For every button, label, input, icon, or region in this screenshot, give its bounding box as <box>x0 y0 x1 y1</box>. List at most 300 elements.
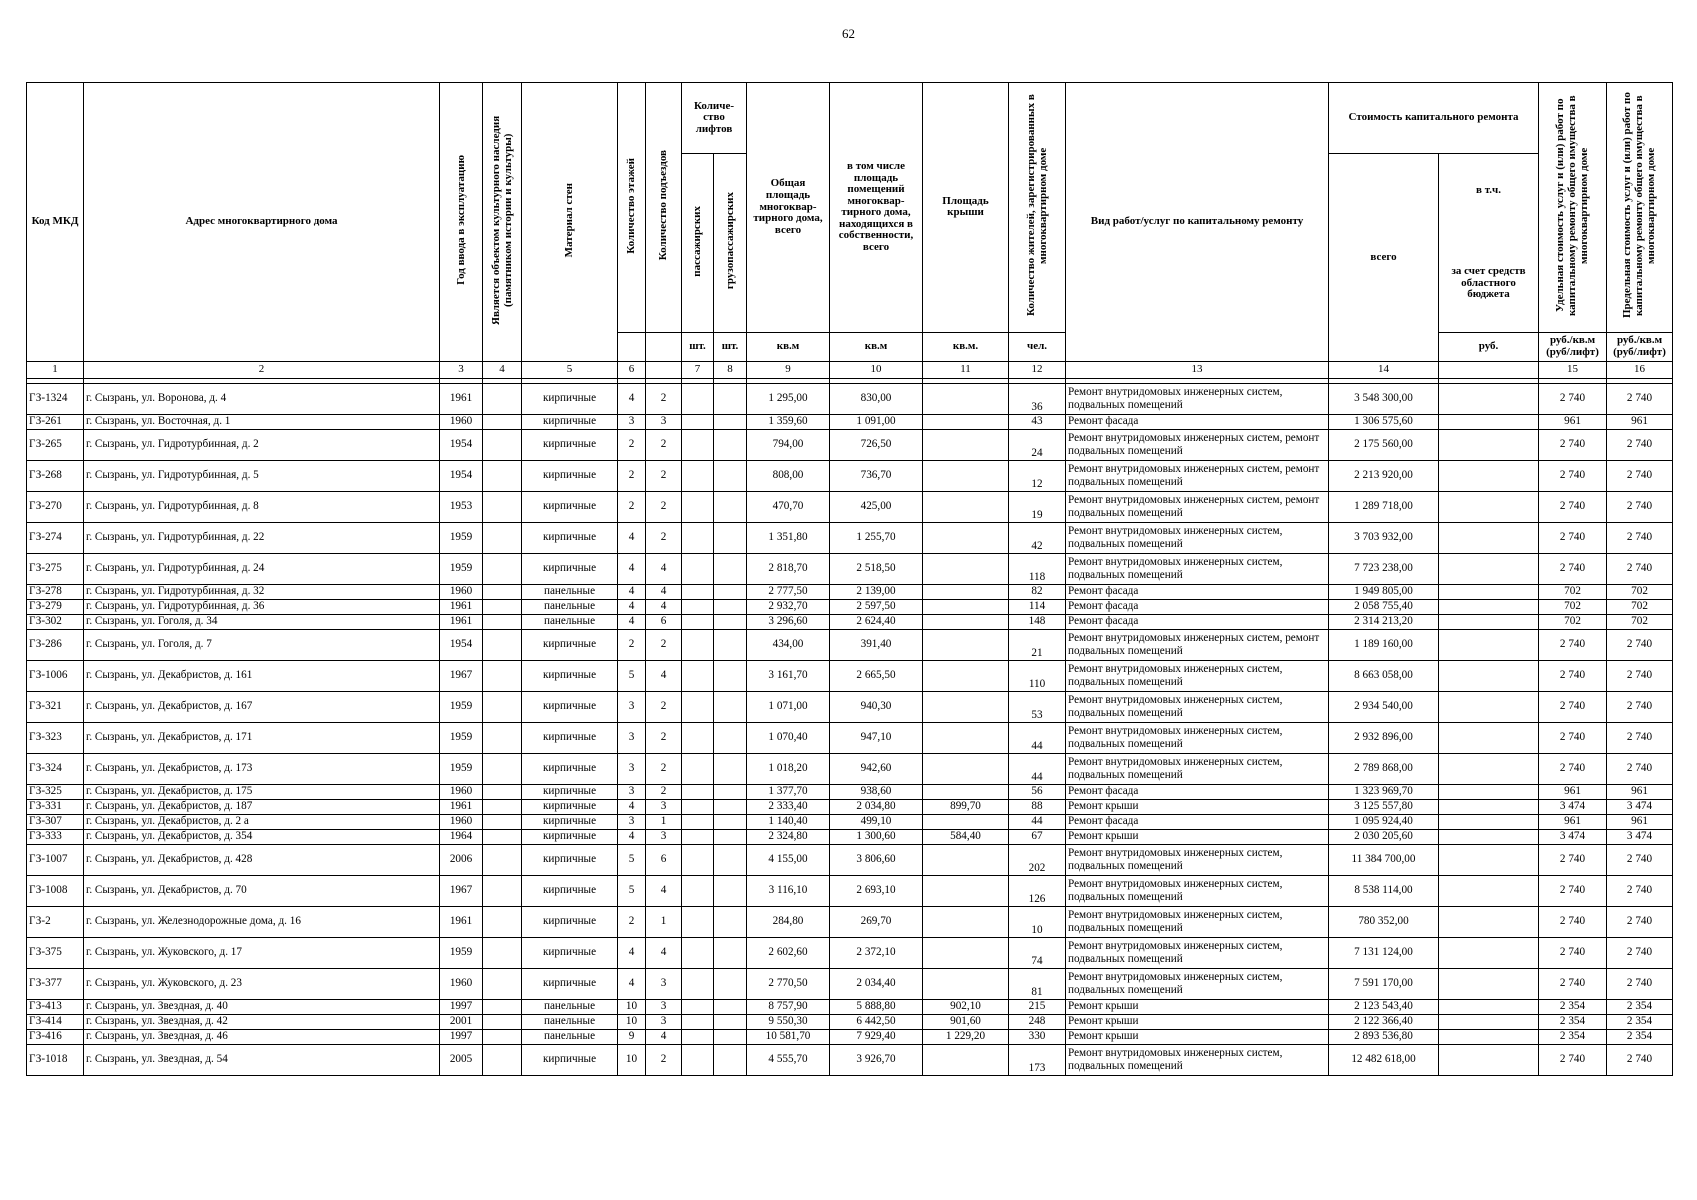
cell-address: г. Сызрань, ул. Декабристов, д. 173 <box>84 753 440 784</box>
cell-lifts-c <box>714 814 747 829</box>
cell-lifts-p <box>682 460 714 491</box>
table-row <box>27 660 1673 691</box>
cell-unit-cost: 2 740 <box>1539 691 1607 722</box>
cell-entrances: 2 <box>646 722 682 753</box>
cell-residents: 330 <box>1009 1029 1066 1044</box>
cell-floors: 4 <box>618 937 646 968</box>
cell-cost-regional <box>1439 799 1539 814</box>
cell-code: ГЗ-1007 <box>27 844 84 875</box>
cell-entrances: 2 <box>646 629 682 660</box>
cell-work: Ремонт внутридомовых инженерных систем, подвальных помещений <box>1066 968 1329 999</box>
cell-heritage <box>483 1044 522 1075</box>
cell-cost-total: 3 125 557,80 <box>1329 799 1439 814</box>
cell-year: 1967 <box>440 875 483 906</box>
cell-heritage <box>483 844 522 875</box>
cell-roof-area: 899,70 <box>923 799 1009 814</box>
cell-max-cost: 3 474 <box>1607 829 1673 844</box>
cell-address: г. Сызрань, ул. Декабристов, д. 187 <box>84 799 440 814</box>
cell-max-cost: 2 740 <box>1607 691 1673 722</box>
cell-roof-area <box>923 429 1009 460</box>
cell-unit-cost: 2 354 <box>1539 999 1607 1014</box>
unit-owned-area: кв.м <box>830 332 923 361</box>
cell-total-area: 2 777,50 <box>747 584 830 599</box>
cell-heritage <box>483 814 522 829</box>
cell-work: Ремонт крыши <box>1066 999 1329 1014</box>
cell-cost-total: 2 122 366,40 <box>1329 1014 1439 1029</box>
cell-work: Ремонт внутридомовых инженерных систем, подвальных помещений <box>1066 553 1329 584</box>
cell-owned-area: 7 929,40 <box>830 1029 923 1044</box>
header-max-cost: Предельная стоимость услуг и (или) работ по капитальному ремонту общего имущества в многоквартирном доме <box>1607 83 1673 333</box>
cell-unit-cost: 2 740 <box>1539 906 1607 937</box>
cell-year: 1953 <box>440 491 483 522</box>
cell-cost-regional <box>1439 999 1539 1014</box>
cell-code: ГЗ-324 <box>27 753 84 784</box>
cell-code: ГЗ-331 <box>27 799 84 814</box>
cell-code: ГЗ-414 <box>27 1014 84 1029</box>
cell-total-area: 3 116,10 <box>747 875 830 906</box>
cell-floors: 3 <box>618 722 646 753</box>
cell-heritage <box>483 491 522 522</box>
cell-year: 1967 <box>440 660 483 691</box>
header-entrances: Количество подъездов <box>646 83 682 333</box>
cell-max-cost: 3 474 <box>1607 799 1673 814</box>
cell-lifts-p <box>682 429 714 460</box>
cell-lifts-c <box>714 584 747 599</box>
cell-unit-cost: 961 <box>1539 414 1607 429</box>
cell-cost-total: 1 306 575,60 <box>1329 414 1439 429</box>
table-row <box>27 722 1673 753</box>
column-number-cell: 5 <box>522 361 618 378</box>
cell-residents: 44 <box>1009 722 1066 753</box>
cell-year: 1960 <box>440 584 483 599</box>
cell-material: кирпичные <box>522 660 618 691</box>
cell-roof-area <box>923 584 1009 599</box>
cell-work: Ремонт внутридомовых инженерных систем, подвальных помещений <box>1066 660 1329 691</box>
cell-address: г. Сызрань, ул. Жуковского, д. 17 <box>84 937 440 968</box>
table-row <box>27 968 1673 999</box>
capital-repair-table <box>26 82 1673 1076</box>
cell-material: панельные <box>522 599 618 614</box>
cell-year: 1954 <box>440 460 483 491</box>
cell-owned-area: 2 624,40 <box>830 614 923 629</box>
cell-work: Ремонт внутридомовых инженерных систем, подвальных помещений <box>1066 522 1329 553</box>
cell-work: Ремонт внутридомовых инженерных систем, подвальных помещений <box>1066 383 1329 414</box>
cell-lifts-p <box>682 629 714 660</box>
cell-heritage <box>483 784 522 799</box>
cell-total-area: 2 932,70 <box>747 599 830 614</box>
cell-lifts-p <box>682 844 714 875</box>
cell-floors: 3 <box>618 414 646 429</box>
table-row <box>27 1014 1673 1029</box>
cell-unit-cost: 2 740 <box>1539 660 1607 691</box>
cell-cost-regional <box>1439 414 1539 429</box>
cell-lifts-p <box>682 584 714 599</box>
cell-cost-total: 1 289 718,00 <box>1329 491 1439 522</box>
cell-max-cost: 2 740 <box>1607 753 1673 784</box>
cell-residents: 118 <box>1009 553 1066 584</box>
cell-entrances: 6 <box>646 844 682 875</box>
cell-cost-total: 8 663 058,00 <box>1329 660 1439 691</box>
cell-year: 1960 <box>440 814 483 829</box>
cell-work: Ремонт крыши <box>1066 1029 1329 1044</box>
cell-lifts-p <box>682 1014 714 1029</box>
cell-work: Ремонт внутридомовых инженерных систем, подвальных помещений <box>1066 906 1329 937</box>
cell-max-cost: 2 354 <box>1607 1029 1673 1044</box>
unit-lifts-cargo: шт. <box>714 332 747 361</box>
cell-cost-regional <box>1439 614 1539 629</box>
cell-unit-cost: 2 354 <box>1539 1014 1607 1029</box>
cell-cost-regional <box>1439 784 1539 799</box>
cell-code: ГЗ-413 <box>27 999 84 1014</box>
cell-cost-regional <box>1439 629 1539 660</box>
cell-roof-area <box>923 614 1009 629</box>
cell-roof-area <box>923 522 1009 553</box>
cell-roof-area <box>923 875 1009 906</box>
header-lifts: Количе-ство лифтов <box>682 83 747 154</box>
cell-lifts-p <box>682 814 714 829</box>
cell-owned-area: 1 091,00 <box>830 414 923 429</box>
cell-year: 1959 <box>440 691 483 722</box>
header-roof-area: Площадь крыши <box>923 83 1009 333</box>
column-number-cell <box>646 361 682 378</box>
cell-address: г. Сызрань, ул. Воронова, д. 4 <box>84 383 440 414</box>
cell-heritage <box>483 829 522 844</box>
cell-work: Ремонт внутридомовых инженерных систем, ремонт подвальных помещений <box>1066 491 1329 522</box>
cell-address: г. Сызрань, ул. Гидротурбинная, д. 2 <box>84 429 440 460</box>
column-number-cell <box>1439 361 1539 378</box>
cell-lifts-c <box>714 875 747 906</box>
header-cost: Стоимость капитального ремонта <box>1329 83 1539 154</box>
cell-max-cost: 2 740 <box>1607 722 1673 753</box>
table-body <box>27 361 1673 1075</box>
cell-material: панельные <box>522 1029 618 1044</box>
cell-floors: 4 <box>618 829 646 844</box>
cell-owned-area: 391,40 <box>830 629 923 660</box>
cell-lifts-p <box>682 660 714 691</box>
column-number-cell: 1 <box>27 361 84 378</box>
cell-material: кирпичные <box>522 491 618 522</box>
cell-total-area: 284,80 <box>747 906 830 937</box>
unit-max-cost: руб./кв.м (руб/лифт) <box>1607 332 1673 361</box>
cell-heritage <box>483 753 522 784</box>
cell-code: ГЗ-275 <box>27 553 84 584</box>
cell-total-area: 1 351,80 <box>747 522 830 553</box>
cell-unit-cost: 3 474 <box>1539 799 1607 814</box>
cell-heritage <box>483 722 522 753</box>
cell-cost-total: 2 789 868,00 <box>1329 753 1439 784</box>
cell-residents: 12 <box>1009 460 1066 491</box>
cell-material: панельные <box>522 999 618 1014</box>
page-number: 62 <box>842 26 855 41</box>
cell-code: ГЗ-1008 <box>27 875 84 906</box>
cell-address: г. Сызрань, ул. Декабристов, д. 171 <box>84 722 440 753</box>
cell-unit-cost: 702 <box>1539 614 1607 629</box>
column-number-cell: 2 <box>84 361 440 378</box>
cell-lifts-p <box>682 968 714 999</box>
cell-residents: 173 <box>1009 1044 1066 1075</box>
cell-work: Ремонт фасада <box>1066 599 1329 614</box>
header-floors: Количество этажей <box>618 83 646 333</box>
cell-cost-regional <box>1439 937 1539 968</box>
cell-entrances: 4 <box>646 937 682 968</box>
cell-address: г. Сызрань, ул. Гоголя, д. 7 <box>84 629 440 660</box>
cell-material: кирпичные <box>522 429 618 460</box>
cell-unit-cost: 2 354 <box>1539 1029 1607 1044</box>
cell-address: г. Сызрань, ул. Звездная, д. 54 <box>84 1044 440 1075</box>
cell-roof-area: 584,40 <box>923 829 1009 844</box>
header-work-type: Вид работ/услуг по капитальному ремонту <box>1066 83 1329 362</box>
cell-cost-regional <box>1439 429 1539 460</box>
cell-max-cost: 961 <box>1607 814 1673 829</box>
cell-entrances: 2 <box>646 753 682 784</box>
cell-total-area: 434,00 <box>747 629 830 660</box>
column-number-cell: 4 <box>483 361 522 378</box>
cell-material: кирпичные <box>522 383 618 414</box>
cell-entrances: 2 <box>646 784 682 799</box>
cell-code: ГЗ-286 <box>27 629 84 660</box>
cell-code: ГЗ-325 <box>27 784 84 799</box>
cell-heritage <box>483 906 522 937</box>
cell-roof-area <box>923 753 1009 784</box>
unit-lifts-passenger: шт. <box>682 332 714 361</box>
cell-lifts-c <box>714 784 747 799</box>
column-number-cell: 16 <box>1607 361 1673 378</box>
cell-floors: 5 <box>618 660 646 691</box>
cell-address: г. Сызрань, ул. Звездная, д. 46 <box>84 1029 440 1044</box>
cell-floors: 5 <box>618 875 646 906</box>
table-row <box>27 814 1673 829</box>
cell-code: ГЗ-1006 <box>27 660 84 691</box>
cell-code: ГЗ-270 <box>27 491 84 522</box>
cell-material: кирпичные <box>522 829 618 844</box>
cell-owned-area: 947,10 <box>830 722 923 753</box>
cell-lifts-c <box>714 414 747 429</box>
cell-entrances: 2 <box>646 383 682 414</box>
cell-year: 1959 <box>440 522 483 553</box>
cell-lifts-c <box>714 937 747 968</box>
cell-owned-area: 726,50 <box>830 429 923 460</box>
table-row <box>27 522 1673 553</box>
cell-heritage <box>483 460 522 491</box>
cell-work: Ремонт крыши <box>1066 799 1329 814</box>
cell-material: кирпичные <box>522 799 618 814</box>
cell-cost-regional <box>1439 584 1539 599</box>
cell-code: ГЗ-1324 <box>27 383 84 414</box>
cell-work: Ремонт крыши <box>1066 1014 1329 1029</box>
cell-material: кирпичные <box>522 522 618 553</box>
cell-max-cost: 2 740 <box>1607 844 1673 875</box>
cell-roof-area: 902,10 <box>923 999 1009 1014</box>
cell-unit-cost: 2 740 <box>1539 629 1607 660</box>
column-number-cell: 10 <box>830 361 923 378</box>
cell-lifts-c <box>714 968 747 999</box>
cell-material: кирпичные <box>522 875 618 906</box>
cell-year: 1959 <box>440 553 483 584</box>
cell-roof-area <box>923 599 1009 614</box>
cell-cost-regional <box>1439 844 1539 875</box>
cell-max-cost: 2 740 <box>1607 491 1673 522</box>
unit-unit-cost: руб./кв.м (руб/лифт) <box>1539 332 1607 361</box>
cell-owned-area: 5 888,80 <box>830 999 923 1014</box>
cell-owned-area: 2 693,10 <box>830 875 923 906</box>
cell-residents: 82 <box>1009 584 1066 599</box>
cell-roof-area <box>923 814 1009 829</box>
cell-address: г. Сызрань, ул. Декабристов, д. 354 <box>84 829 440 844</box>
cell-total-area: 3 296,60 <box>747 614 830 629</box>
cell-owned-area: 736,70 <box>830 460 923 491</box>
cell-lifts-c <box>714 553 747 584</box>
cell-heritage <box>483 799 522 814</box>
cell-total-area: 10 581,70 <box>747 1029 830 1044</box>
cell-code: ГЗ-307 <box>27 814 84 829</box>
cell-max-cost: 2 740 <box>1607 429 1673 460</box>
table-row <box>27 584 1673 599</box>
cell-material: кирпичные <box>522 629 618 660</box>
cell-cost-regional <box>1439 753 1539 784</box>
cell-material: панельные <box>522 1014 618 1029</box>
header-cost-total: всего <box>1329 154 1439 362</box>
cell-max-cost: 2 740 <box>1607 660 1673 691</box>
cell-heritage <box>483 629 522 660</box>
header-heritage: Является объектом культурного наследия (памятником истории и культуры) <box>483 83 522 362</box>
cell-address: г. Сызрань, ул. Восточная, д. 1 <box>84 414 440 429</box>
cell-address: г. Сызрань, ул. Гидротурбинная, д. 8 <box>84 491 440 522</box>
cell-cost-total: 3 703 932,00 <box>1329 522 1439 553</box>
header-code: Код МКД <box>27 83 84 362</box>
cell-unit-cost: 2 740 <box>1539 1044 1607 1075</box>
cell-entrances: 4 <box>646 584 682 599</box>
cell-heritage <box>483 937 522 968</box>
cell-floors: 10 <box>618 999 646 1014</box>
cell-total-area: 1 070,40 <box>747 722 830 753</box>
cell-roof-area <box>923 491 1009 522</box>
cell-cost-regional <box>1439 722 1539 753</box>
cell-cost-regional <box>1439 383 1539 414</box>
cell-floors: 2 <box>618 429 646 460</box>
cell-unit-cost: 2 740 <box>1539 937 1607 968</box>
cell-year: 1954 <box>440 629 483 660</box>
cell-residents: 110 <box>1009 660 1066 691</box>
table-header <box>27 83 1673 362</box>
cell-unit-cost: 2 740 <box>1539 722 1607 753</box>
cell-lifts-c <box>714 599 747 614</box>
cell-residents: 19 <box>1009 491 1066 522</box>
cell-year: 1961 <box>440 383 483 414</box>
cell-lifts-p <box>682 937 714 968</box>
cell-roof-area <box>923 722 1009 753</box>
cell-floors: 2 <box>618 491 646 522</box>
cell-entrances: 3 <box>646 799 682 814</box>
unit-cost-regional: руб. <box>1439 332 1539 361</box>
cell-entrances: 4 <box>646 599 682 614</box>
column-number-cell: 6 <box>618 361 646 378</box>
cell-address: г. Сызрань, ул. Декабристов, д. 167 <box>84 691 440 722</box>
cell-owned-area: 425,00 <box>830 491 923 522</box>
table-row <box>27 691 1673 722</box>
cell-unit-cost: 2 740 <box>1539 968 1607 999</box>
cell-cost-regional <box>1439 1029 1539 1044</box>
cell-entrances: 2 <box>646 1044 682 1075</box>
cell-year: 1997 <box>440 1029 483 1044</box>
cell-residents: 53 <box>1009 691 1066 722</box>
cell-work: Ремонт внутридомовых инженерных систем, подвальных помещений <box>1066 844 1329 875</box>
cell-roof-area <box>923 660 1009 691</box>
cell-material: кирпичные <box>522 553 618 584</box>
column-number-cell: 9 <box>747 361 830 378</box>
cell-lifts-c <box>714 1029 747 1044</box>
table-row <box>27 629 1673 660</box>
cell-entrances: 3 <box>646 999 682 1014</box>
cell-residents: 24 <box>1009 429 1066 460</box>
cell-work: Ремонт фасада <box>1066 614 1329 629</box>
cell-code: ГЗ-261 <box>27 414 84 429</box>
cell-roof-area <box>923 844 1009 875</box>
cell-lifts-p <box>682 999 714 1014</box>
cell-lifts-p <box>682 491 714 522</box>
cell-lifts-p <box>682 875 714 906</box>
cell-work: Ремонт внутридомовых инженерных систем, подвальных помещений <box>1066 722 1329 753</box>
cell-heritage <box>483 1029 522 1044</box>
cell-year: 2006 <box>440 844 483 875</box>
table-row <box>27 383 1673 414</box>
cell-floors: 2 <box>618 906 646 937</box>
cell-unit-cost: 2 740 <box>1539 383 1607 414</box>
cell-code: ГЗ-279 <box>27 599 84 614</box>
cell-code: ГЗ-2 <box>27 906 84 937</box>
cell-total-area: 794,00 <box>747 429 830 460</box>
cell-cost-regional <box>1439 491 1539 522</box>
cell-floors: 10 <box>618 1044 646 1075</box>
cell-roof-area <box>923 968 1009 999</box>
cell-floors: 4 <box>618 584 646 599</box>
cell-unit-cost: 2 740 <box>1539 491 1607 522</box>
cell-total-area: 2 324,80 <box>747 829 830 844</box>
cell-owned-area: 940,30 <box>830 691 923 722</box>
cell-cost-regional <box>1439 1044 1539 1075</box>
table-row <box>27 553 1673 584</box>
cell-lifts-p <box>682 799 714 814</box>
unit-floors <box>618 332 646 361</box>
cell-entrances: 2 <box>646 460 682 491</box>
column-number-cell: 7 <box>682 361 714 378</box>
table-row <box>27 799 1673 814</box>
cell-unit-cost: 2 740 <box>1539 522 1607 553</box>
cell-year: 1964 <box>440 829 483 844</box>
cell-year: 1997 <box>440 999 483 1014</box>
cell-cost-total: 2 030 205,60 <box>1329 829 1439 844</box>
table-row <box>27 414 1673 429</box>
cell-code: ГЗ-1018 <box>27 1044 84 1075</box>
cell-owned-area: 2 034,80 <box>830 799 923 814</box>
cell-residents: 44 <box>1009 753 1066 784</box>
unit-entrances <box>646 332 682 361</box>
cell-max-cost: 2 740 <box>1607 968 1673 999</box>
cell-lifts-c <box>714 1044 747 1075</box>
cell-entrances: 3 <box>646 414 682 429</box>
cell-code: ГЗ-375 <box>27 937 84 968</box>
cell-cost-regional <box>1439 691 1539 722</box>
cell-lifts-p <box>682 829 714 844</box>
cell-entrances: 2 <box>646 522 682 553</box>
cell-material: кирпичные <box>522 722 618 753</box>
cell-material: панельные <box>522 584 618 599</box>
cell-owned-area: 499,10 <box>830 814 923 829</box>
cell-max-cost: 2 740 <box>1607 629 1673 660</box>
cell-floors: 4 <box>618 799 646 814</box>
cell-total-area: 2 333,40 <box>747 799 830 814</box>
cell-cost-regional <box>1439 875 1539 906</box>
cell-max-cost: 2 740 <box>1607 875 1673 906</box>
